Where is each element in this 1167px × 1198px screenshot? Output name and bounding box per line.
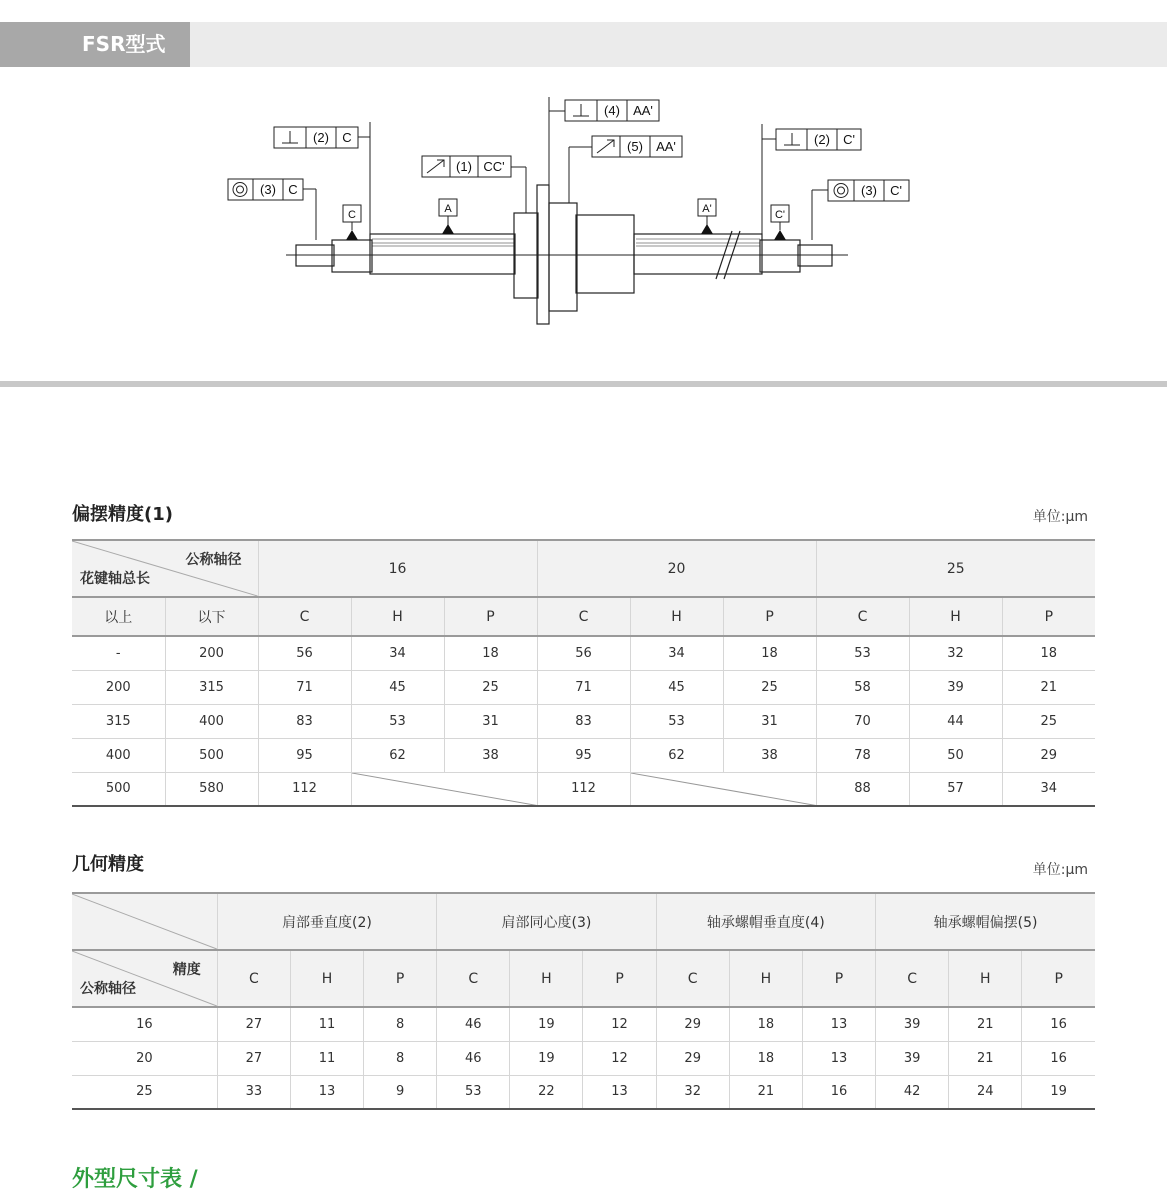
table-cell: 11 xyxy=(290,1041,363,1075)
grade-header: H xyxy=(290,950,363,1007)
runout-subheader-row xyxy=(72,597,1095,636)
grade-header: C xyxy=(876,950,949,1007)
subheader-cell: C xyxy=(258,597,351,636)
table-cell: 71 xyxy=(537,670,630,704)
table-cell: 13 xyxy=(802,1007,875,1041)
table-cell: 8 xyxy=(364,1041,437,1075)
table-cell: 112 xyxy=(258,772,351,806)
table-cell: 62 xyxy=(630,738,723,772)
subheader-cell: H xyxy=(909,597,1002,636)
table-cell: 34 xyxy=(630,636,723,670)
table-cell: 580 xyxy=(165,772,258,806)
table-cell: 95 xyxy=(258,738,351,772)
table-cell: 21 xyxy=(949,1041,1022,1075)
table-cell: 83 xyxy=(537,704,630,738)
svg-text:C': C' xyxy=(890,183,902,198)
grade-header: P xyxy=(802,950,875,1007)
subheader-cell: P xyxy=(723,597,816,636)
table-cell: - xyxy=(72,636,165,670)
table-cell: 38 xyxy=(723,738,816,772)
runout-frame-cc xyxy=(422,156,511,177)
table-cell: 500 xyxy=(72,772,165,806)
runout-frame-aa xyxy=(592,136,682,157)
table-cell: 78 xyxy=(816,738,909,772)
table-cell: 31 xyxy=(723,704,816,738)
subheader-cell: P xyxy=(444,597,537,636)
perpendicularity-frame-c xyxy=(274,127,358,148)
grade-header: C xyxy=(656,950,729,1007)
table-cell: 8 xyxy=(364,1007,437,1041)
subheader-cell: C xyxy=(816,597,909,636)
table-cell: 29 xyxy=(656,1041,729,1075)
concentricity-frame-c-prime xyxy=(828,180,909,201)
datum-a-prime-label: A' xyxy=(702,203,712,215)
table-cell: 53 xyxy=(351,704,444,738)
datum-a-label: A xyxy=(444,203,452,215)
table-cell: 16 xyxy=(1022,1041,1095,1075)
geometry-corner-bottom xyxy=(72,950,217,1007)
table-cell: 112 xyxy=(537,772,630,806)
grade-header: P xyxy=(1022,950,1095,1007)
table-cell: 29 xyxy=(656,1007,729,1041)
table-cell: 13 xyxy=(802,1041,875,1075)
table-cell: 62 xyxy=(351,738,444,772)
datum-c-label: C xyxy=(348,209,356,221)
diameter-header: 25 xyxy=(816,540,1095,597)
table-cell: 70 xyxy=(816,704,909,738)
table-row xyxy=(72,636,1095,670)
svg-text:(2): (2) xyxy=(814,132,830,147)
svg-text:(1): (1) xyxy=(456,159,472,174)
runout-corner-cell xyxy=(72,540,258,597)
runout-table xyxy=(72,539,1095,807)
table-cell: 22 xyxy=(510,1075,583,1109)
table-cell: 13 xyxy=(583,1075,656,1109)
table-cell: 25 xyxy=(1002,704,1095,738)
grade-header: H xyxy=(729,950,802,1007)
table-cell: 34 xyxy=(351,636,444,670)
table-cell: 24 xyxy=(949,1075,1022,1109)
table-cell: 53 xyxy=(437,1075,510,1109)
grade-header: C xyxy=(437,950,510,1007)
svg-text:C: C xyxy=(342,130,352,145)
table-cell: 18 xyxy=(723,636,816,670)
not-applicable-cell xyxy=(630,772,816,806)
subheader-cell: H xyxy=(630,597,723,636)
table-cell: 29 xyxy=(1002,738,1095,772)
not-applicable-cell xyxy=(351,772,537,806)
table-cell: 13 xyxy=(290,1075,363,1109)
table-cell: 39 xyxy=(876,1007,949,1041)
datum-c-prime-label: C' xyxy=(774,209,786,221)
table-cell: 25 xyxy=(72,1075,217,1109)
table-cell: 315 xyxy=(165,670,258,704)
table-row xyxy=(72,704,1095,738)
table-row xyxy=(72,738,1095,772)
table-cell: 21 xyxy=(729,1075,802,1109)
geometry-corner-top xyxy=(72,893,217,950)
table-cell: 42 xyxy=(876,1075,949,1109)
table-cell: 32 xyxy=(656,1075,729,1109)
table-cell: 33 xyxy=(217,1075,290,1109)
svg-text:(5): (5) xyxy=(627,139,643,154)
table-cell: 56 xyxy=(258,636,351,670)
geometry-table xyxy=(72,892,1095,1110)
table-cell: 71 xyxy=(258,670,351,704)
table-cell: 88 xyxy=(816,772,909,806)
table-cell: 39 xyxy=(909,670,1002,704)
table-cell: 400 xyxy=(72,738,165,772)
spline-shaft-diagram xyxy=(0,85,1167,375)
table-cell: 21 xyxy=(1002,670,1095,704)
svg-text:AA': AA' xyxy=(633,103,653,118)
group-header: 轴承螺帽垂直度(4) xyxy=(656,893,875,950)
table-cell: 500 xyxy=(165,738,258,772)
table-row xyxy=(72,1075,1095,1109)
subheader-cell: H xyxy=(351,597,444,636)
svg-text:C': C' xyxy=(843,132,855,147)
header-bar xyxy=(0,22,1167,67)
perpendicularity-frame-aa xyxy=(565,100,659,121)
runout-unit: 单位:μm xyxy=(1032,509,1088,525)
table-cell: 56 xyxy=(537,636,630,670)
group-header: 肩部垂直度(2) xyxy=(217,893,436,950)
subheader-cell: P xyxy=(1002,597,1095,636)
section-divider xyxy=(0,381,1167,387)
table-cell: 58 xyxy=(816,670,909,704)
table-row xyxy=(72,772,1095,806)
table-cell: 45 xyxy=(630,670,723,704)
table-cell: 46 xyxy=(437,1041,510,1075)
table-cell: 27 xyxy=(217,1007,290,1041)
table-row xyxy=(72,1041,1095,1075)
group-header: 轴承螺帽偏摆(5) xyxy=(876,893,1095,950)
table-cell: 21 xyxy=(949,1007,1022,1041)
table-cell: 9 xyxy=(364,1075,437,1109)
svg-text:(4): (4) xyxy=(604,103,620,118)
table-cell: 27 xyxy=(217,1041,290,1075)
table-cell: 44 xyxy=(909,704,1002,738)
grade-header: C xyxy=(217,950,290,1007)
dimensions-section-title: 外型尺寸表 / xyxy=(72,1167,198,1192)
table-cell: 19 xyxy=(510,1041,583,1075)
table-cell: 50 xyxy=(909,738,1002,772)
table-cell: 16 xyxy=(802,1075,875,1109)
subheader-cell: 以下 xyxy=(165,597,258,636)
corner-label-diameter: 公称轴径 xyxy=(80,981,136,997)
svg-text:AA': AA' xyxy=(656,139,676,154)
table-cell: 32 xyxy=(909,636,1002,670)
table-cell: 315 xyxy=(72,704,165,738)
corner-label-diameter: 公称轴径 xyxy=(185,552,242,568)
table-cell: 25 xyxy=(444,670,537,704)
table-cell: 18 xyxy=(729,1007,802,1041)
diameter-header: 16 xyxy=(258,540,537,597)
table-cell: 53 xyxy=(816,636,909,670)
svg-text:(3): (3) xyxy=(260,182,276,197)
table-cell: 25 xyxy=(723,670,816,704)
corner-label-precision: 精度 xyxy=(172,962,201,978)
table-cell: 200 xyxy=(165,636,258,670)
table-cell: 38 xyxy=(444,738,537,772)
table-cell: 12 xyxy=(583,1007,656,1041)
subheader-cell: C xyxy=(537,597,630,636)
concentricity-frame-c xyxy=(228,179,303,200)
page-title: FSR型式 xyxy=(0,22,190,67)
table-cell: 19 xyxy=(510,1007,583,1041)
geometry-section-title: 几何精度 xyxy=(72,854,144,875)
table-cell: 16 xyxy=(1022,1007,1095,1041)
table-cell: 83 xyxy=(258,704,351,738)
table-cell: 95 xyxy=(537,738,630,772)
table-cell: 46 xyxy=(437,1007,510,1041)
diameter-header: 20 xyxy=(537,540,816,597)
subheader-cell: 以上 xyxy=(72,597,165,636)
svg-text:C: C xyxy=(288,182,298,197)
table-cell: 57 xyxy=(909,772,1002,806)
table-cell: 18 xyxy=(444,636,537,670)
table-row xyxy=(72,670,1095,704)
grade-header: H xyxy=(510,950,583,1007)
table-cell: 12 xyxy=(583,1041,656,1075)
grade-header: P xyxy=(364,950,437,1007)
table-cell: 19 xyxy=(1022,1075,1095,1109)
geometry-unit: 单位:μm xyxy=(1032,862,1088,878)
svg-text:(3): (3) xyxy=(861,183,877,198)
table-cell: 11 xyxy=(290,1007,363,1041)
table-cell: 16 xyxy=(72,1007,217,1041)
table-cell: 20 xyxy=(72,1041,217,1075)
runout-section-title: 偏摆精度(1) xyxy=(72,504,173,525)
svg-text:CC': CC' xyxy=(483,159,505,174)
grade-header: P xyxy=(583,950,656,1007)
table-cell: 18 xyxy=(729,1041,802,1075)
table-cell: 53 xyxy=(630,704,723,738)
group-header: 肩部同心度(3) xyxy=(437,893,656,950)
table-row xyxy=(72,1007,1095,1041)
table-cell: 39 xyxy=(876,1041,949,1075)
table-cell: 18 xyxy=(1002,636,1095,670)
table-cell: 34 xyxy=(1002,772,1095,806)
table-cell: 200 xyxy=(72,670,165,704)
table-cell: 31 xyxy=(444,704,537,738)
table-cell: 400 xyxy=(165,704,258,738)
grade-header: H xyxy=(949,950,1022,1007)
corner-label-length: 花键轴总长 xyxy=(80,571,150,587)
perpendicularity-frame-c-prime xyxy=(776,129,861,150)
svg-text:(2): (2) xyxy=(313,130,329,145)
table-cell: 45 xyxy=(351,670,444,704)
